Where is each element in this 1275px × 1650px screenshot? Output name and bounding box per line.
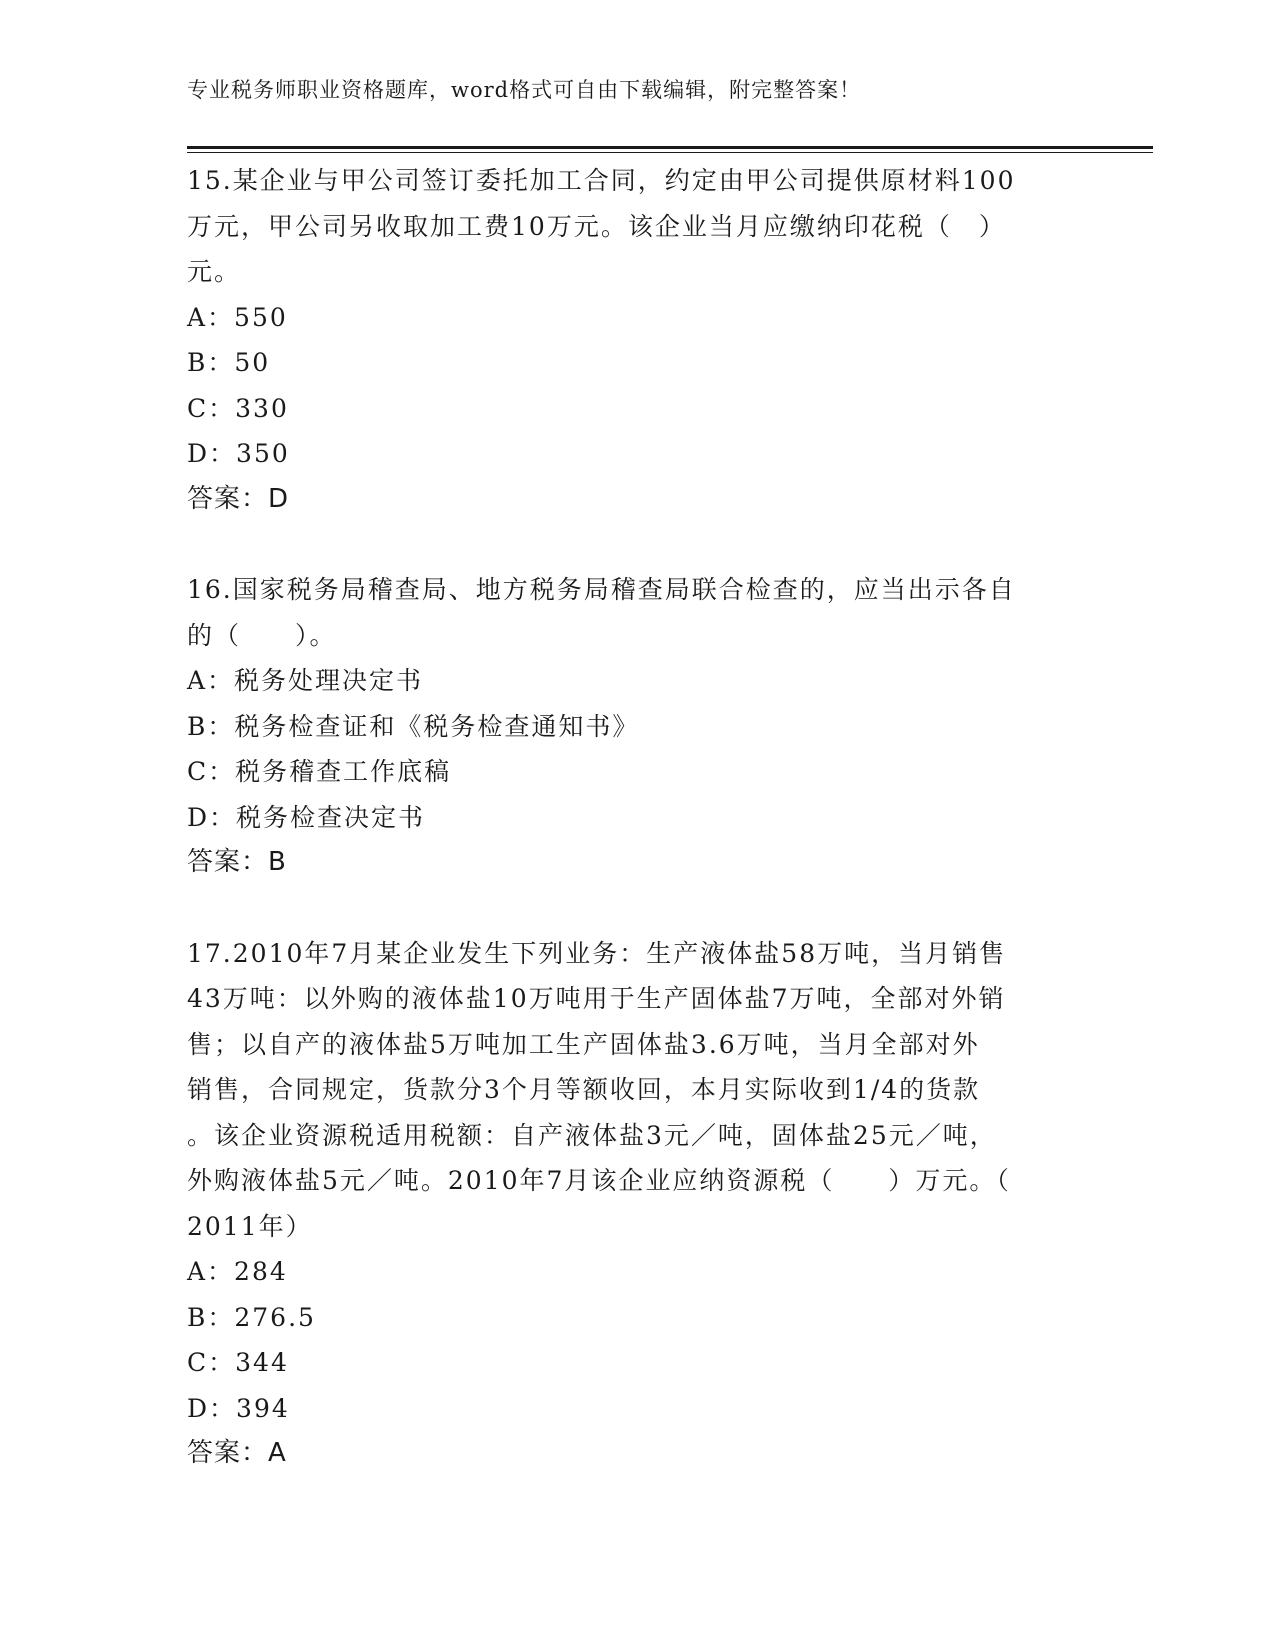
option-d: D：350 <box>187 439 290 468</box>
question-15 <box>187 158 1087 522</box>
option-b: B：276.5 <box>187 1302 316 1332</box>
question-text-line: 元。 <box>187 257 242 286</box>
question-text-line: 。该企业资源税适用税额：自产液体盐3元／吨，固体盐25元／吨， <box>187 1120 997 1150</box>
option-c: C：344 <box>187 1348 289 1377</box>
option-b: B：50 <box>187 348 271 377</box>
answer: 答案：B <box>187 847 287 877</box>
question-text-line: 销售，合同规定，货款分3个月等额收回，本月实际收到1/4的货款 <box>187 1075 981 1104</box>
question-16 <box>187 567 1087 886</box>
question-text-line: 万元，甲公司另收取加工费10万元。该企业当月应缴纳印花税（ ） <box>187 211 1006 241</box>
option-a: A：284 <box>187 1257 288 1286</box>
header-divider-thin <box>187 152 1153 153</box>
option-c: C：税务稽查工作底稿 <box>187 757 452 786</box>
page-header: 专业税务师职业资格题库，word格式可自由下载编辑，附完整答案！ <box>187 78 862 102</box>
answer: 答案：D <box>187 483 290 514</box>
option-c: C：330 <box>187 393 289 423</box>
question-text-line: 外购液体盐5元／吨。2010年7月该企业应纳资源税（ ）万元。（ <box>187 1166 1011 1195</box>
question-17 <box>187 931 1087 1477</box>
header-divider-thick <box>187 146 1153 149</box>
option-a: A：550 <box>187 302 288 332</box>
option-d: D：税务检查决定书 <box>187 802 426 832</box>
question-text-line: 15.某企业与甲公司签订委托加工合同，约定由甲公司提供原材料100 <box>187 166 1016 195</box>
option-a: A：税务处理决定书 <box>187 666 424 695</box>
question-text-line: 售；以自产的液体盐5万吨加工生产固体盐3.6万吨，当月全部对外 <box>187 1029 980 1059</box>
option-b: B：税务检查证和《税务检查通知书》 <box>187 711 640 741</box>
question-list <box>187 158 1087 1522</box>
question-text-line: 17.2010年7月某企业发生下列业务：生产液体盐58万吨，当月销售 <box>187 938 1007 968</box>
question-text-line: 16.国家税务局稽查局、地方税务局稽查局联合检查的，应当出示各自 <box>187 575 1016 604</box>
option-d: D：394 <box>187 1393 290 1423</box>
question-text-line: 2011年） <box>187 1211 313 1241</box>
question-text-line: 的（ ）。 <box>187 620 337 650</box>
answer: 答案：A <box>187 1438 287 1468</box>
question-text-line: 43万吨：以外购的液体盐10万吨用于生产固体盐7万吨，全部对外销 <box>187 984 1006 1013</box>
